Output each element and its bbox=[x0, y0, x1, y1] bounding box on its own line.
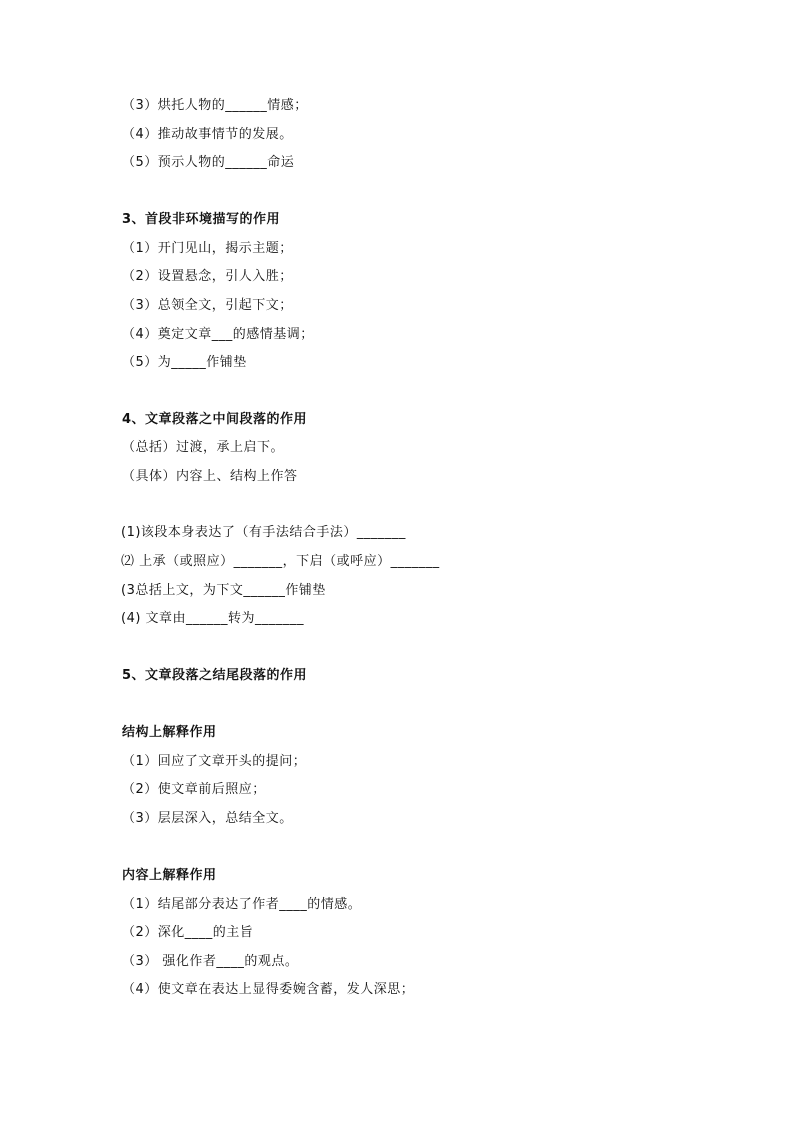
list-item: （1）结尾部分表达了作者____的情感。 bbox=[122, 897, 362, 912]
list-item: （3）层层深入，总结全文。 bbox=[122, 811, 293, 826]
list-item: （2）设置悬念，引人入胜； bbox=[122, 269, 293, 284]
list-item: （1）回应了文章开头的提问； bbox=[122, 754, 307, 769]
list-item: （4）使文章在表达上显得委婉含蓄，发人深思； bbox=[122, 982, 415, 997]
list-item: （5）预示人物的______命运 bbox=[122, 155, 295, 170]
list-item: （总括）过渡，承上启下。 bbox=[122, 440, 285, 455]
list-item: （具体）内容上、结构上作答 bbox=[122, 469, 298, 484]
detail-item: (1)该段本身表达了（有手法结合手法）_______ bbox=[121, 525, 406, 540]
list-item: （4）推动故事情节的发展。 bbox=[122, 127, 293, 142]
subsection-heading: 内容上解释作用 bbox=[122, 868, 217, 883]
section-heading: 5、文章段落之结尾段落的作用 bbox=[122, 668, 308, 683]
list-item: （4）奠定文章___的感情基调； bbox=[122, 327, 314, 342]
section-heading: 4、文章段落之中间段落的作用 bbox=[122, 412, 308, 427]
section-heading: 3、首段非环境描写的作用 bbox=[122, 212, 281, 227]
list-item: （3）烘托人物的______情感； bbox=[122, 98, 308, 113]
detail-item: (4) 文章由______转为_______ bbox=[121, 611, 305, 626]
list-item: （3） 强化作者____的观点。 bbox=[122, 954, 299, 969]
list-item: （2）深化____的主旨 bbox=[122, 925, 254, 940]
subsection-heading: 结构上解释作用 bbox=[122, 725, 217, 740]
list-item: （5）为_____作铺垫 bbox=[122, 355, 247, 370]
list-item: （2）使文章前后照应； bbox=[122, 782, 266, 797]
detail-item: (3总括上文，为下文______作铺垫 bbox=[121, 583, 326, 598]
list-item: （1）开门见山，揭示主题； bbox=[122, 241, 293, 256]
detail-item: ⑵ 上承（或照应）_______，下启（或呼应）_______ bbox=[121, 554, 440, 569]
list-item: （3）总领全文，引起下文； bbox=[122, 298, 293, 313]
